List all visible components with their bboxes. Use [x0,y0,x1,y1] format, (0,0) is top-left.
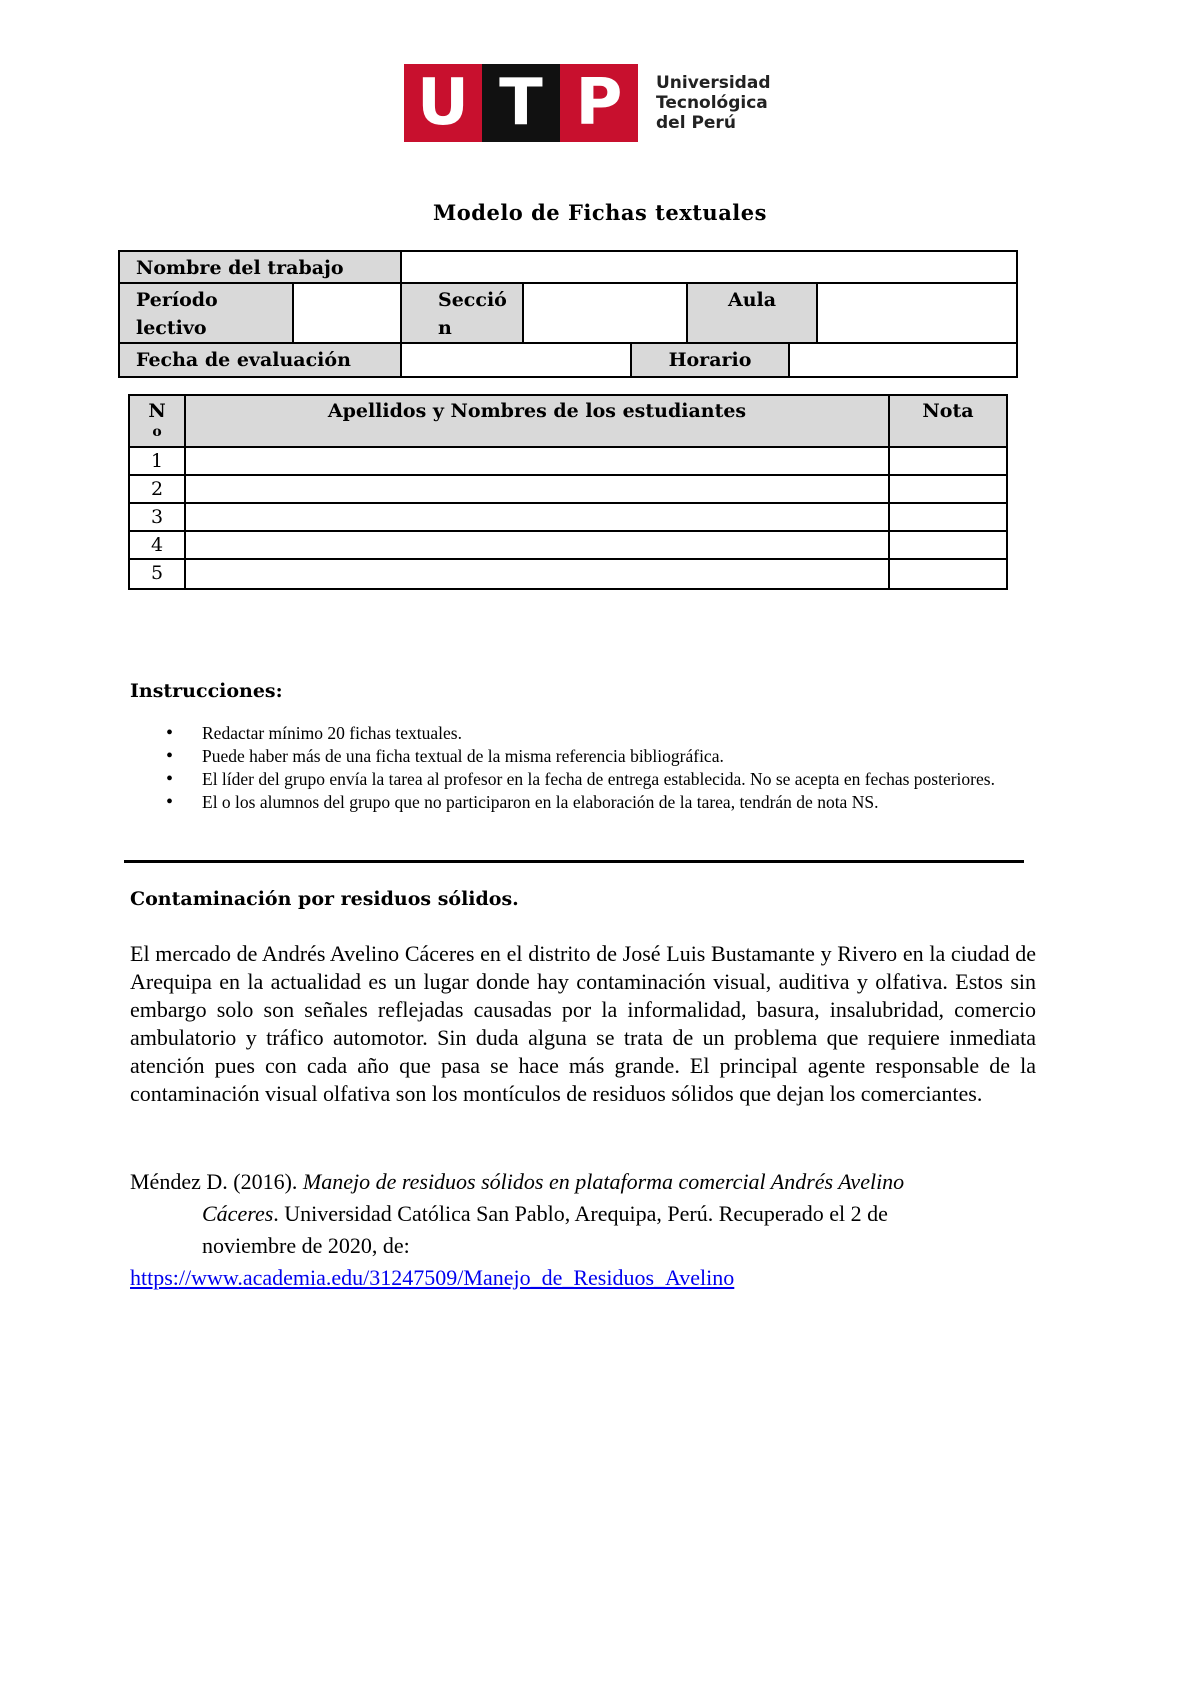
reference-rest-1: . Universidad Católica San Pablo, Arequipa, Perú. Recuperado el 2 de [273,1201,888,1226]
table-row [130,504,1006,532]
aula-label: Aula [688,284,818,342]
seccion-label-line-2: n [438,317,452,339]
logo-university-name [656,73,770,133]
utp-logo [404,64,770,142]
periodo-label [120,284,294,342]
section-paragraph: El mercado de Andrés Avelino Cáceres en el distrito de José Luis Bustamante y Rivero en la ciudad de Arequipa en la actualidad es un lugar donde hay contaminación visual, auditiva y olfativa. Estos sin embargo solo son señales reflejadas causadas por la informalidad, basura, insalubridad, comercio ambulatorio y tráfico automotor. Sin duda alguna se trata de un problema que requiere inmediata atención pues con cada año que pasa se hace más grande. El principal agente responsable de la contaminación visual olfativa son los montículos de residuos sólidos que dejan los comerciantes. [130,941,1036,1106]
row-number: 5 [130,560,186,588]
logo-letter-u: U [404,64,482,142]
reference [130,1166,1036,1294]
student-nota-field[interactable] [890,532,1006,558]
header-no-sub: o [152,424,162,440]
table-row [130,448,1006,476]
document-title: Modelo de Fichas textuales [433,200,767,225]
students-header-row [130,396,1006,448]
row-number: 3 [130,504,186,530]
student-nota-field[interactable] [890,448,1006,474]
header-name: Apellidos y Nombres de los estudiantes [186,396,890,446]
info-table [118,250,1018,378]
row-number: 1 [130,448,186,474]
logo-text-line-3: del Perú [656,113,736,133]
student-name-field[interactable] [186,504,890,530]
table-row [130,476,1006,504]
section-title: Contaminación por residuos sólidos. [130,888,519,910]
periodo-field[interactable] [294,284,402,342]
students-table [128,394,1008,590]
fecha-label: Fecha de evaluación [120,344,402,376]
list-item: • El o los alumnos del grupo que no participaron en la elaboración de la tarea, tendrán de nota NS. [130,791,1036,813]
student-name-field[interactable] [186,560,890,588]
header-nota: Nota [922,400,974,422]
student-name-field[interactable] [186,532,890,558]
reference-line-4 [130,1262,1036,1294]
reference-author: Méndez D. (2016). [130,1169,303,1194]
student-nota-field[interactable] [890,560,1006,588]
seccion-label-line-1: Secció [438,289,507,311]
horizontal-divider [124,860,1024,863]
row-number: 4 [130,532,186,558]
horario-field[interactable] [790,344,1016,376]
periodo-label-line-1: Período [136,289,218,311]
logo-text-line-1: Universidad [656,73,771,93]
reference-line-3: noviembre de 2020, de: [202,1233,410,1258]
logo-letter-t: T [482,64,560,142]
header-no-text: N [148,400,166,422]
table-row [130,532,1006,560]
seccion-field[interactable] [524,284,688,342]
aula-field[interactable] [818,284,1016,342]
reference-line-2 [130,1198,1036,1230]
info-row-periodo [120,284,1016,344]
student-name-field[interactable] [186,448,890,474]
logo-text-line-2: Tecnológica [656,93,768,113]
reference-title-2: Cáceres [202,1201,274,1226]
logo-blocks [404,64,638,142]
info-row-fecha [120,344,1016,376]
instructions-title: Instrucciones: [130,680,283,702]
info-row-nombre [120,252,1016,284]
instructions-list [130,722,1036,814]
logo-letter-p: P [560,64,638,142]
reference-title-1: Manejo de residuos sólidos en plataforma comercial Andrés Avelino [302,1169,905,1194]
horario-label: Horario [632,344,790,376]
periodo-label-line-2: lectivo [136,317,207,339]
header-no [130,396,186,446]
row-number: 2 [130,476,186,502]
list-item: • El líder del grupo envía la tarea al profesor en la fecha de entrega establecida. No se acepta en fechas posteriores. [130,768,1036,790]
student-name-field[interactable] [186,476,890,502]
reference-line-1 [130,1166,1036,1198]
student-nota-field[interactable] [890,504,1006,530]
fecha-field[interactable] [402,344,632,376]
seccion-label [402,284,524,342]
list-item: • Puede haber más de una ficha textual de la misma referencia bibliográfica. [130,745,1036,767]
student-nota-field[interactable] [890,476,1006,502]
nombre-field[interactable] [402,252,1016,282]
table-row [130,560,1006,588]
nombre-label: Nombre del trabajo [120,252,402,282]
reference-link[interactable]: https://www.academia.edu/31247509/Manejo_de_Residuos_Avelino [130,1265,735,1290]
list-item: • Redactar mínimo 20 fichas textuales. [130,722,1036,744]
